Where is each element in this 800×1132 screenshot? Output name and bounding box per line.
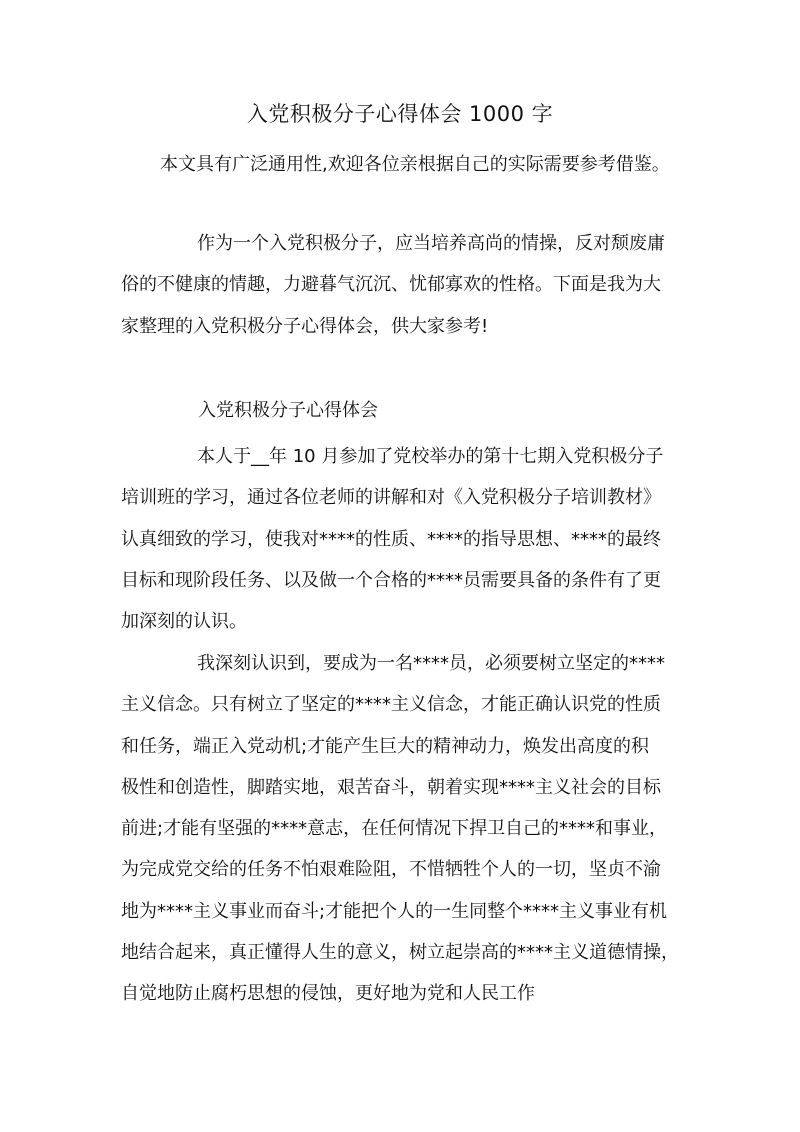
document-subtitle: 本文具有广泛通用性,欢迎各位亲根据自己的实际需要参考借鉴。 xyxy=(160,154,670,175)
intro-paragraph xyxy=(121,223,696,347)
paragraph-line: 极性和创造性，脚踏实地，艰苦奋斗，朝着实现****主义社会的目标 xyxy=(121,776,661,798)
paragraph-line: 培训班的学习，通过各位老师的讲解和对《入党积极分子培训教材》 xyxy=(121,487,661,509)
intro-line: 作为一个入党积极分子，应当培养高尚的情操，反对颓废庸 xyxy=(197,233,665,254)
intro-line: 俗的不健康的情趣，力避暮气沉沉、忧郁寡欢的性格。下面是我为大 xyxy=(121,274,661,296)
intro-line: 家整理的入党积极分子心得体会，供大家参考! xyxy=(121,315,489,337)
paragraph-line: 地为****主义事业而奋斗;才能把个人的一生同整个****主义事业有机 xyxy=(121,900,668,922)
paragraph-2 xyxy=(121,643,696,1015)
paragraph-1 xyxy=(121,436,696,642)
paragraph-line: 认真细致的学习，使我对****的性质、****的指导思想、****的最终 xyxy=(121,528,661,550)
paragraph-line: 自觉地防止腐朽思想的侵蚀，更好地为党和人民工作 xyxy=(121,983,535,1005)
paragraph-line: 地结合起来，真正懂得人生的意义，树立起崇高的****主义道德情操， xyxy=(121,942,679,964)
document-title: 入党积极分子心得体会 1000 字 xyxy=(246,102,554,126)
paragraph-line: 本人于__年 10 月参加了党校举办的第十七期入党积极分子 xyxy=(197,446,664,467)
section-heading: 入党积极分子心得体会 xyxy=(198,400,378,421)
paragraph-line: 目标和现阶段任务、以及做一个合格的****员需要具备的条件有了更 xyxy=(121,569,661,591)
paragraph-line: 前进;才能有坚强的****意志，在任何情况下捍卫自己的****和事业， xyxy=(121,818,668,840)
paragraph-line: 加深刻的认识。 xyxy=(121,611,247,633)
paragraph-line: 我深刻认识到，要成为一名****员，必须要树立坚定的**** xyxy=(197,653,665,674)
paragraph-line: 主义信念。只有树立了坚定的****主义信念，才能正确认识党的性质 xyxy=(121,694,661,716)
paragraph-line: 和任务，端正入党动机;才能产生巨大的精神动力，焕发出高度的积 xyxy=(121,735,650,757)
paragraph-line: 为完成党交给的任务不怕艰难险阻，不惜牺牲个人的一切，坚贞不渝 xyxy=(121,859,661,881)
